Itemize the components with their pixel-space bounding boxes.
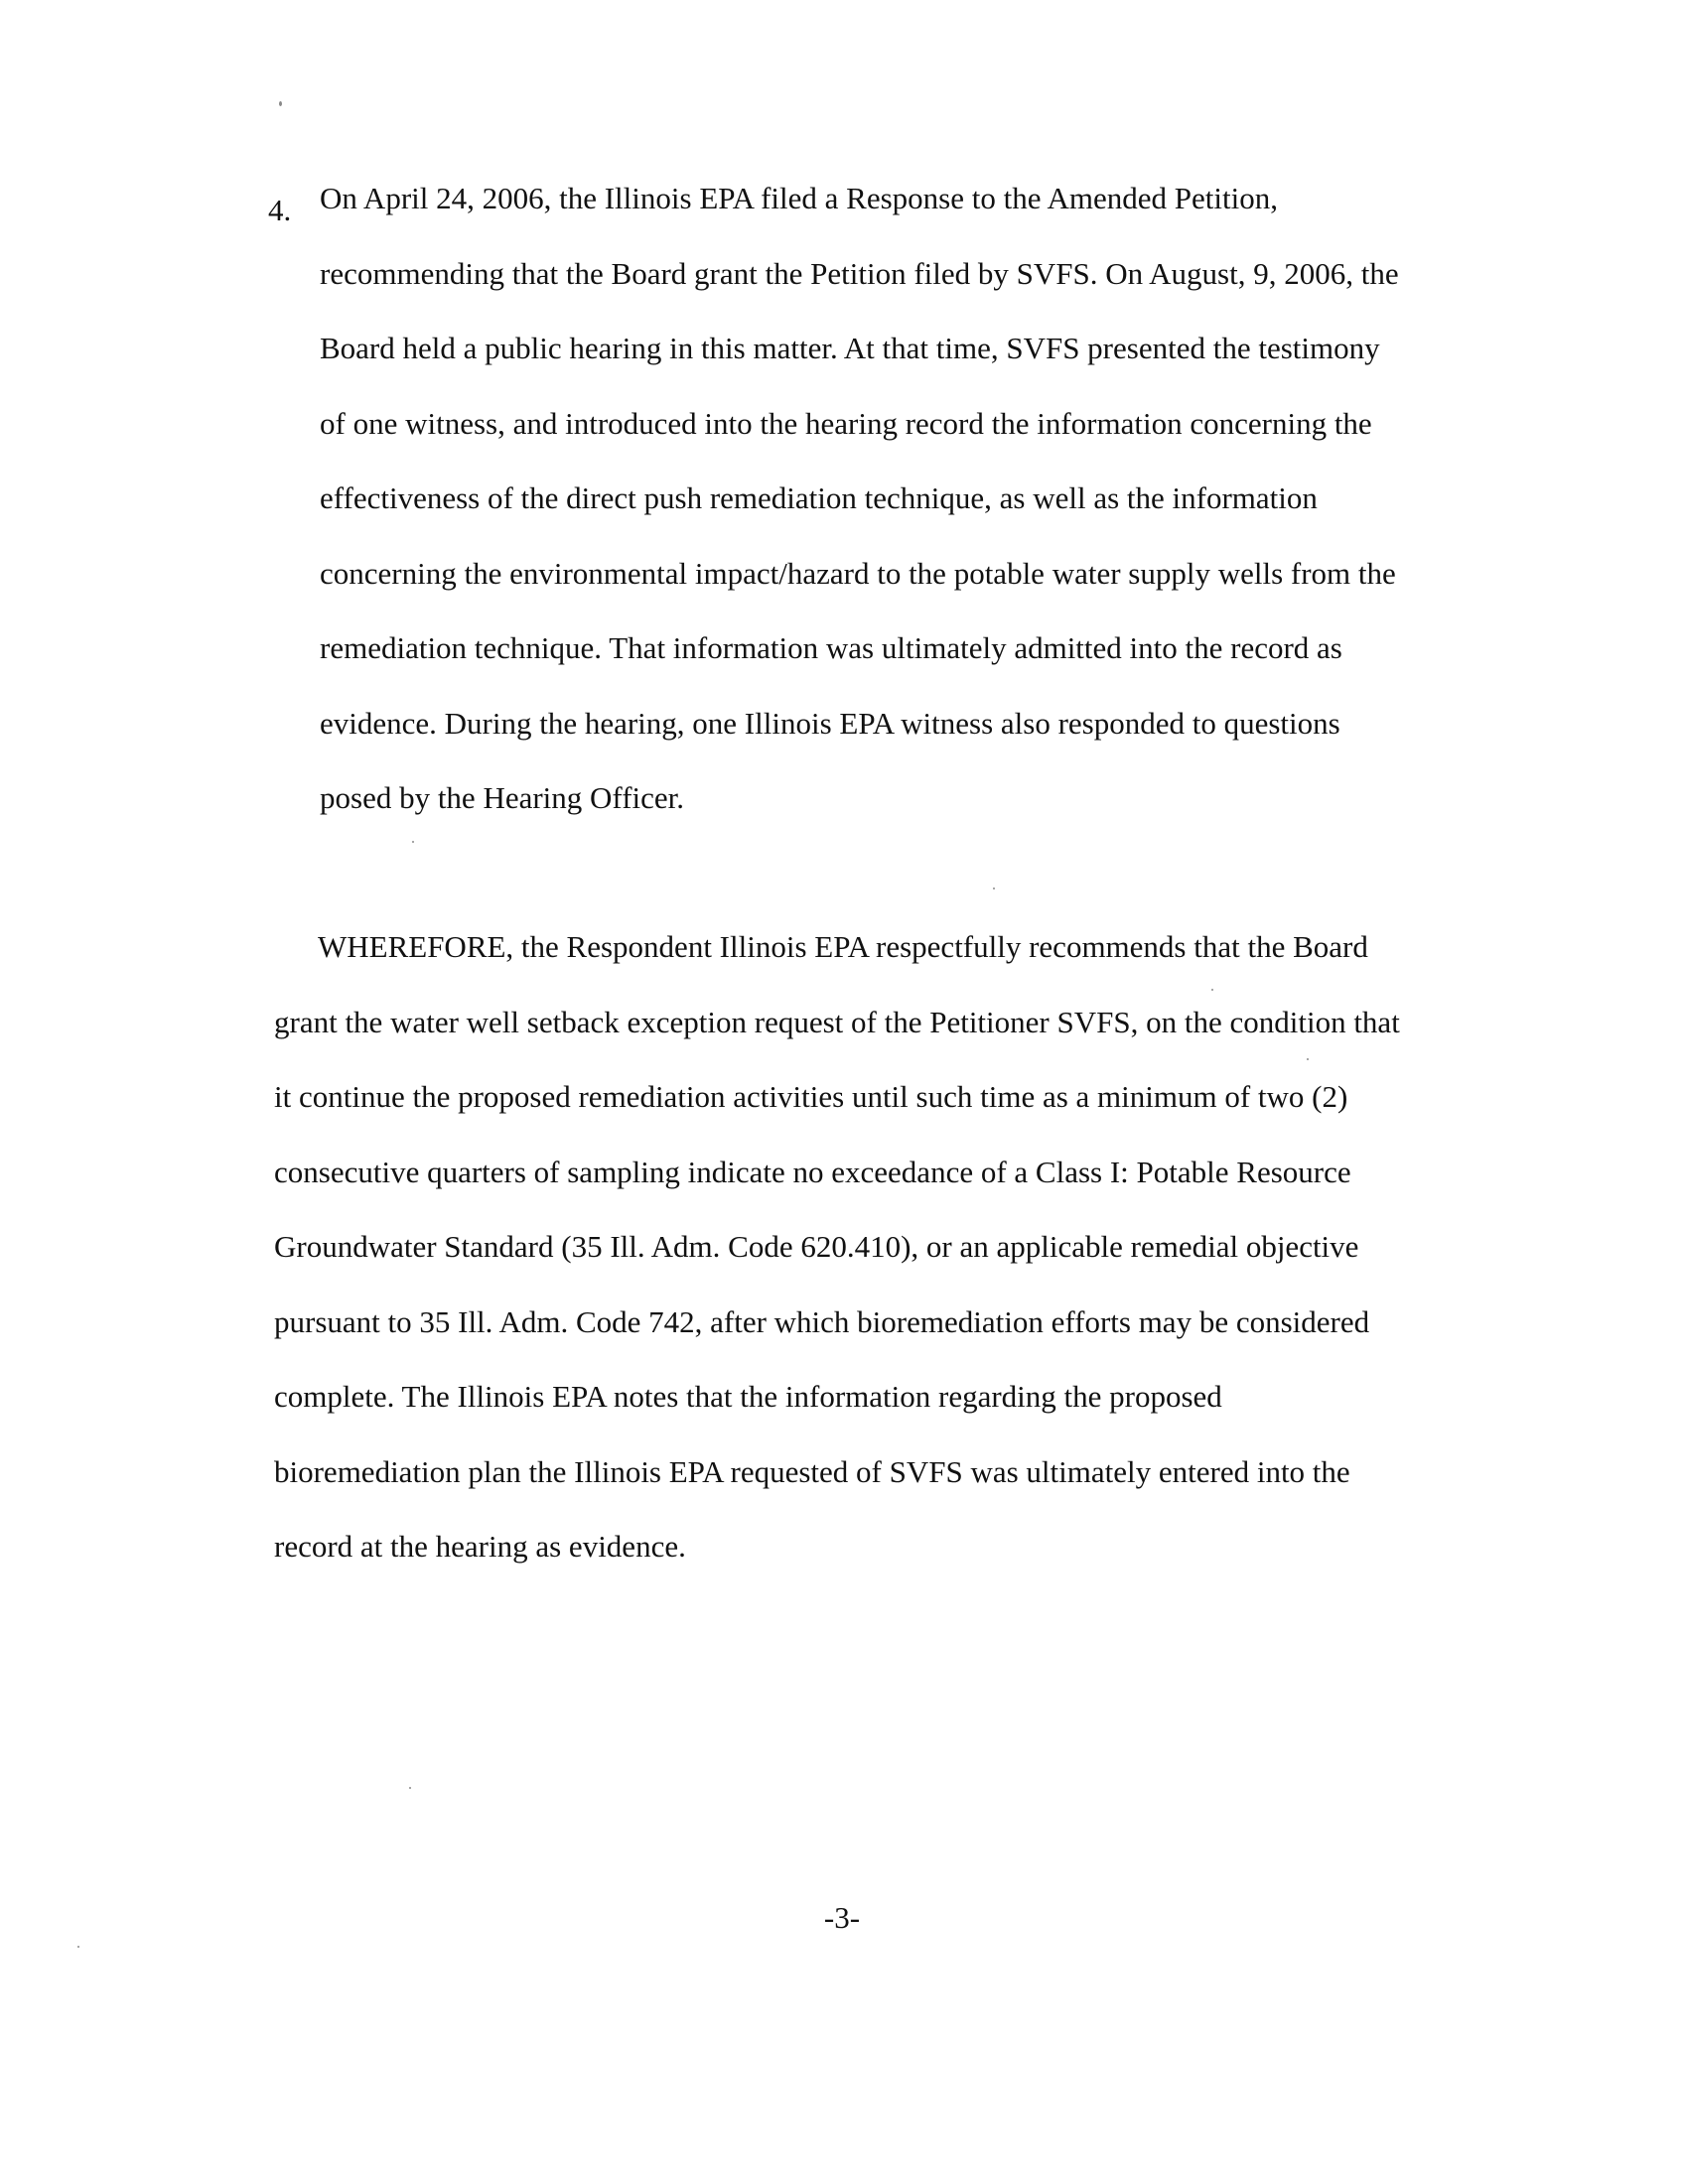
paragraph-4-line: remediation technique. That information was ultimately admitted into the record as bbox=[320, 630, 1342, 665]
paragraph-4-line: evidence. During the hearing, one Illinois EPA witness also responded to questions bbox=[320, 705, 1340, 741]
wherefore-line: consecutive quarters of sampling indicate no exceedance of a Class I: Potable Resource bbox=[274, 1154, 1351, 1189]
wherefore-line: record at the hearing as evidence. bbox=[274, 1529, 686, 1564]
paragraph-4-line: of one witness, and introduced into the hearing record the information concerning the bbox=[320, 405, 1372, 441]
scan-speck bbox=[412, 841, 414, 843]
paragraph-4-line: effectiveness of the direct push remediation technique, as well as the information bbox=[320, 480, 1318, 515]
wherefore-line: it continue the proposed remediation activities until such time as a minimum of two (2) bbox=[274, 1079, 1348, 1114]
scan-speck bbox=[993, 887, 995, 889]
scan-speck bbox=[1211, 989, 1213, 991]
paragraph-4-line: recommending that the Board grant the Petition filed by SVFS. On August, 9, 2006, the bbox=[320, 255, 1399, 291]
wherefore-line: WHEREFORE, the Respondent Illinois EPA respectfully recommends that the Board bbox=[318, 929, 1368, 964]
paragraph-4-line: posed by the Hearing Officer. bbox=[320, 780, 685, 815]
scan-speck bbox=[279, 101, 282, 106]
scan-speck bbox=[1307, 1058, 1309, 1060]
paragraph-4-line: concerning the environmental impact/hazard to the potable water supply wells from the bbox=[320, 555, 1396, 591]
paragraph-4-line: On April 24, 2006, the Illinois EPA filed a Response to the Amended Petition, bbox=[320, 181, 1278, 215]
wherefore-line: bioremediation plan the Illinois EPA requested of SVFS was ultimately entered into the bbox=[274, 1453, 1350, 1489]
wherefore-line: pursuant to 35 Ill. Adm. Code 742, after which bioremediation efforts may be considered bbox=[274, 1303, 1370, 1339]
paragraph-number: 4. bbox=[268, 193, 292, 227]
wherefore-line: complete. The Illinois EPA notes that the information regarding the proposed bbox=[274, 1379, 1222, 1414]
page-number: -3- bbox=[823, 1900, 861, 1935]
wherefore-line: grant the water well setback exception request of the Petitioner SVFS, on the condition that bbox=[274, 1004, 1400, 1039]
wherefore-line: Groundwater Standard (35 Ill. Adm. Code 620.410), or an applicable remedial objective bbox=[274, 1229, 1359, 1264]
scan-speck bbox=[77, 1946, 79, 1948]
scan-speck bbox=[409, 1787, 411, 1789]
paragraph-4-line: Board held a public hearing in this matter. At that time, SVFS presented the testimony bbox=[320, 331, 1380, 365]
